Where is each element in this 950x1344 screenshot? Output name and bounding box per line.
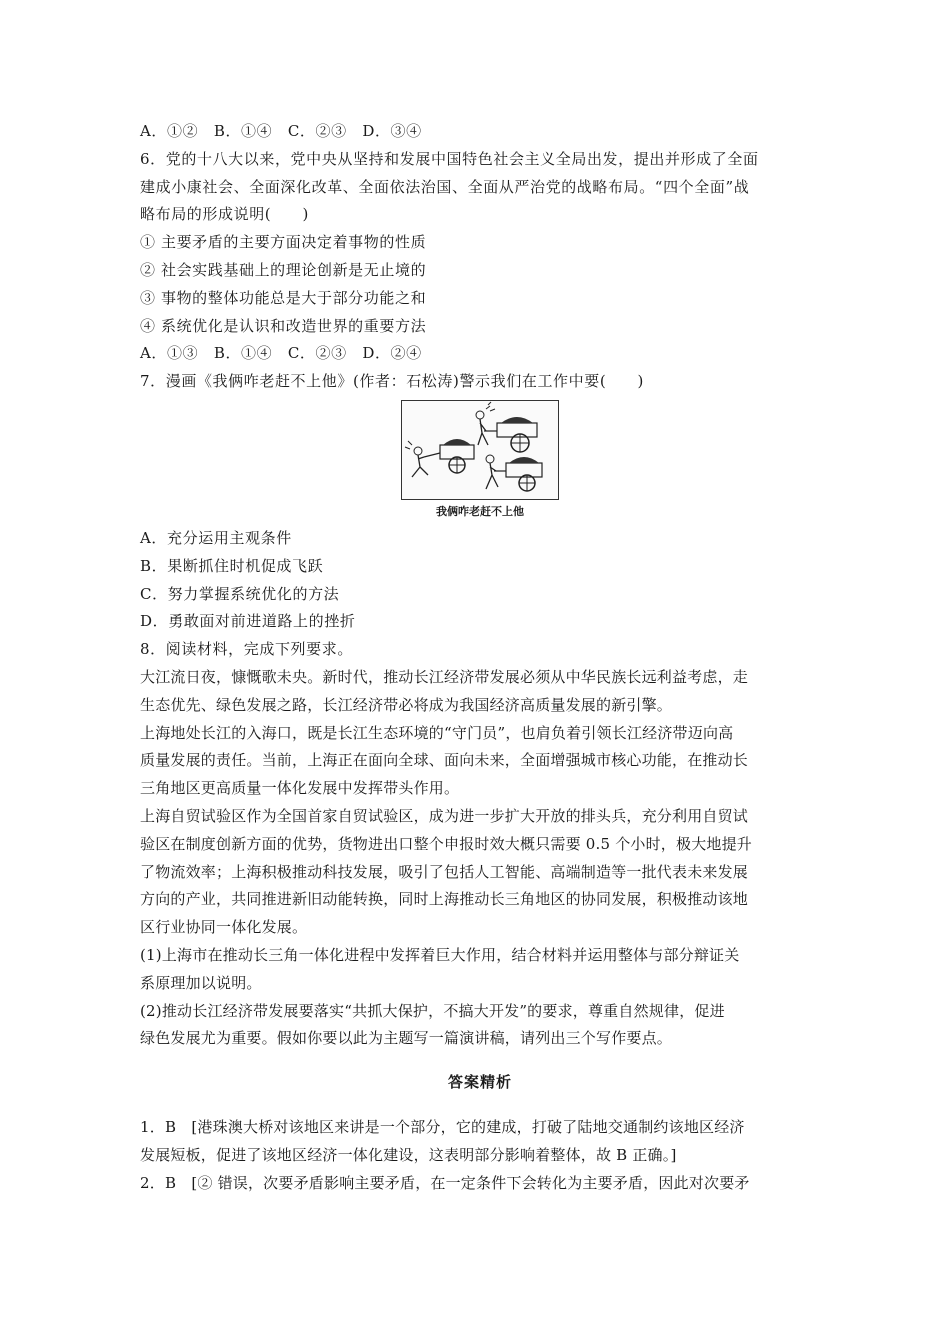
q7-option: D．勇敢面对前进道路上的挫折 <box>140 612 356 631</box>
q8-material-line: 质量发展的责任。当前，上海正在面向全球、面向未来，全面增强城市核心功能，在推动长 <box>140 751 749 770</box>
q6-stem-line: 建成小康社会、全面深化改革、全面依法治国、全面从严治党的战略布局。“四个全面”战 <box>140 177 750 196</box>
answer-1: 1．B [港珠澳大桥对该地区来讲是一个部分，它的建成，打破了陆地交通制约该地区经济 <box>140 1118 745 1137</box>
q8-material-line: 大江流日夜，慷慨歌未央。新时代，推动长江经济带发展必须从中华民族长远利益考虑，走 <box>140 667 749 686</box>
q5-options: A．①② B．①④ C．②③ D．③④ <box>140 122 422 140</box>
q7-option: C．努力掌握系统优化的方法 <box>140 584 340 603</box>
question-8 <box>140 636 820 1053</box>
document-page <box>140 118 820 1198</box>
answer-2: 2．B [② 错误，次要矛盾影响主要矛盾，在一定条件下会转化为主要矛盾，因此对次要矛 <box>140 1173 750 1192</box>
answers-section <box>140 1114 820 1197</box>
q6-stem-line: 略布局的形成说明( ) <box>140 205 309 224</box>
question-6 <box>140 146 820 368</box>
q8-material-line: 区行业协同一体化发展。 <box>140 918 308 937</box>
q6-options: A．①③ B．①④ C．②③ D．②④ <box>140 344 422 363</box>
q7-option: B．果断抓住时机促成飞跃 <box>140 556 324 575</box>
q6-item: ② 社会实践基础上的理论创新是无止境的 <box>140 260 427 279</box>
answer-1: 发展短板，促进了该地区经济一体化建设，这表明部分影响着整体，故 B 正确。] <box>140 1145 677 1164</box>
q8-material-line: 上海自贸试验区作为全国首家自贸试验区，成为进一步扩大开放的排头兵，充分利用自贸试 <box>140 806 749 825</box>
q6-item: ① 主要矛盾的主要方面决定着事物的性质 <box>140 233 427 252</box>
q7-stem: 7．漫画《我俩咋老赶不上他》(作者：石松涛)警示我们在工作中要( ) <box>140 372 644 391</box>
q8-subquestion-1: (1)上海市在推动长三角一体化进程中发挥着巨大作用，结合材料并运用整体与部分辩证关 <box>140 945 740 964</box>
cartoon-figure <box>140 400 820 523</box>
q6-item: ③ 事物的整体功能总是大于部分功能之和 <box>140 288 427 307</box>
q8-subquestion-2: 绿色发展尤为重要。假如你要以此为主题写一篇演讲稿，请列出三个写作要点。 <box>140 1029 673 1048</box>
question-7 <box>140 368 820 636</box>
q6-stem-line: 6．党的十八大以来，党中央从坚持和发展中国特色社会主义全局出发，提出并形成了全面 <box>140 149 759 168</box>
q8-material-line: 验区在制度创新方面的优势，货物进出口整个申报时效大概只需要 0.5 个小时，极大地提升 <box>140 834 752 853</box>
q8-subquestion-1: 系原理加以说明。 <box>140 973 262 992</box>
q8-material-line: 生态优先、绿色发展之路，长江经济带必将成为我国经济高质量发展的新引擎。 <box>140 695 673 714</box>
q7-option: A．充分运用主观条件 <box>140 528 292 547</box>
q8-subquestion-2: (2)推动长江经济带发展要落实“共抓大保护，不搞大开发”的要求，尊重自然规律，促进 <box>140 1001 725 1020</box>
q8-stem: 8．阅读材料，完成下列要求。 <box>140 640 353 659</box>
q8-material-line: 方向的产业，共同推进新旧动能转换，同时上海推动长三角地区的协同发展，积极推动该地 <box>140 890 749 909</box>
q6-item: ④ 系统优化是认识和改造世界的重要方法 <box>140 316 427 335</box>
cartoon-image <box>401 400 559 500</box>
cartoon-drawing <box>402 401 558 499</box>
q8-material-line: 上海地处长江的入海口，既是长江生态环境的“守门员”，也肩负着引领长江经济带迈向高 <box>140 723 734 742</box>
answers-title: 答案精析 <box>447 1073 512 1092</box>
cartoon-caption: 我俩咋老赶不上他 <box>436 504 524 518</box>
q8-material-line: 了物流效率；上海积极推动科技发展，吸引了包括人工智能、高端制造等一批代表未来发展 <box>140 862 749 881</box>
q8-material-line: 三角地区更高质量一体化发展中发挥带头作用。 <box>140 779 460 798</box>
